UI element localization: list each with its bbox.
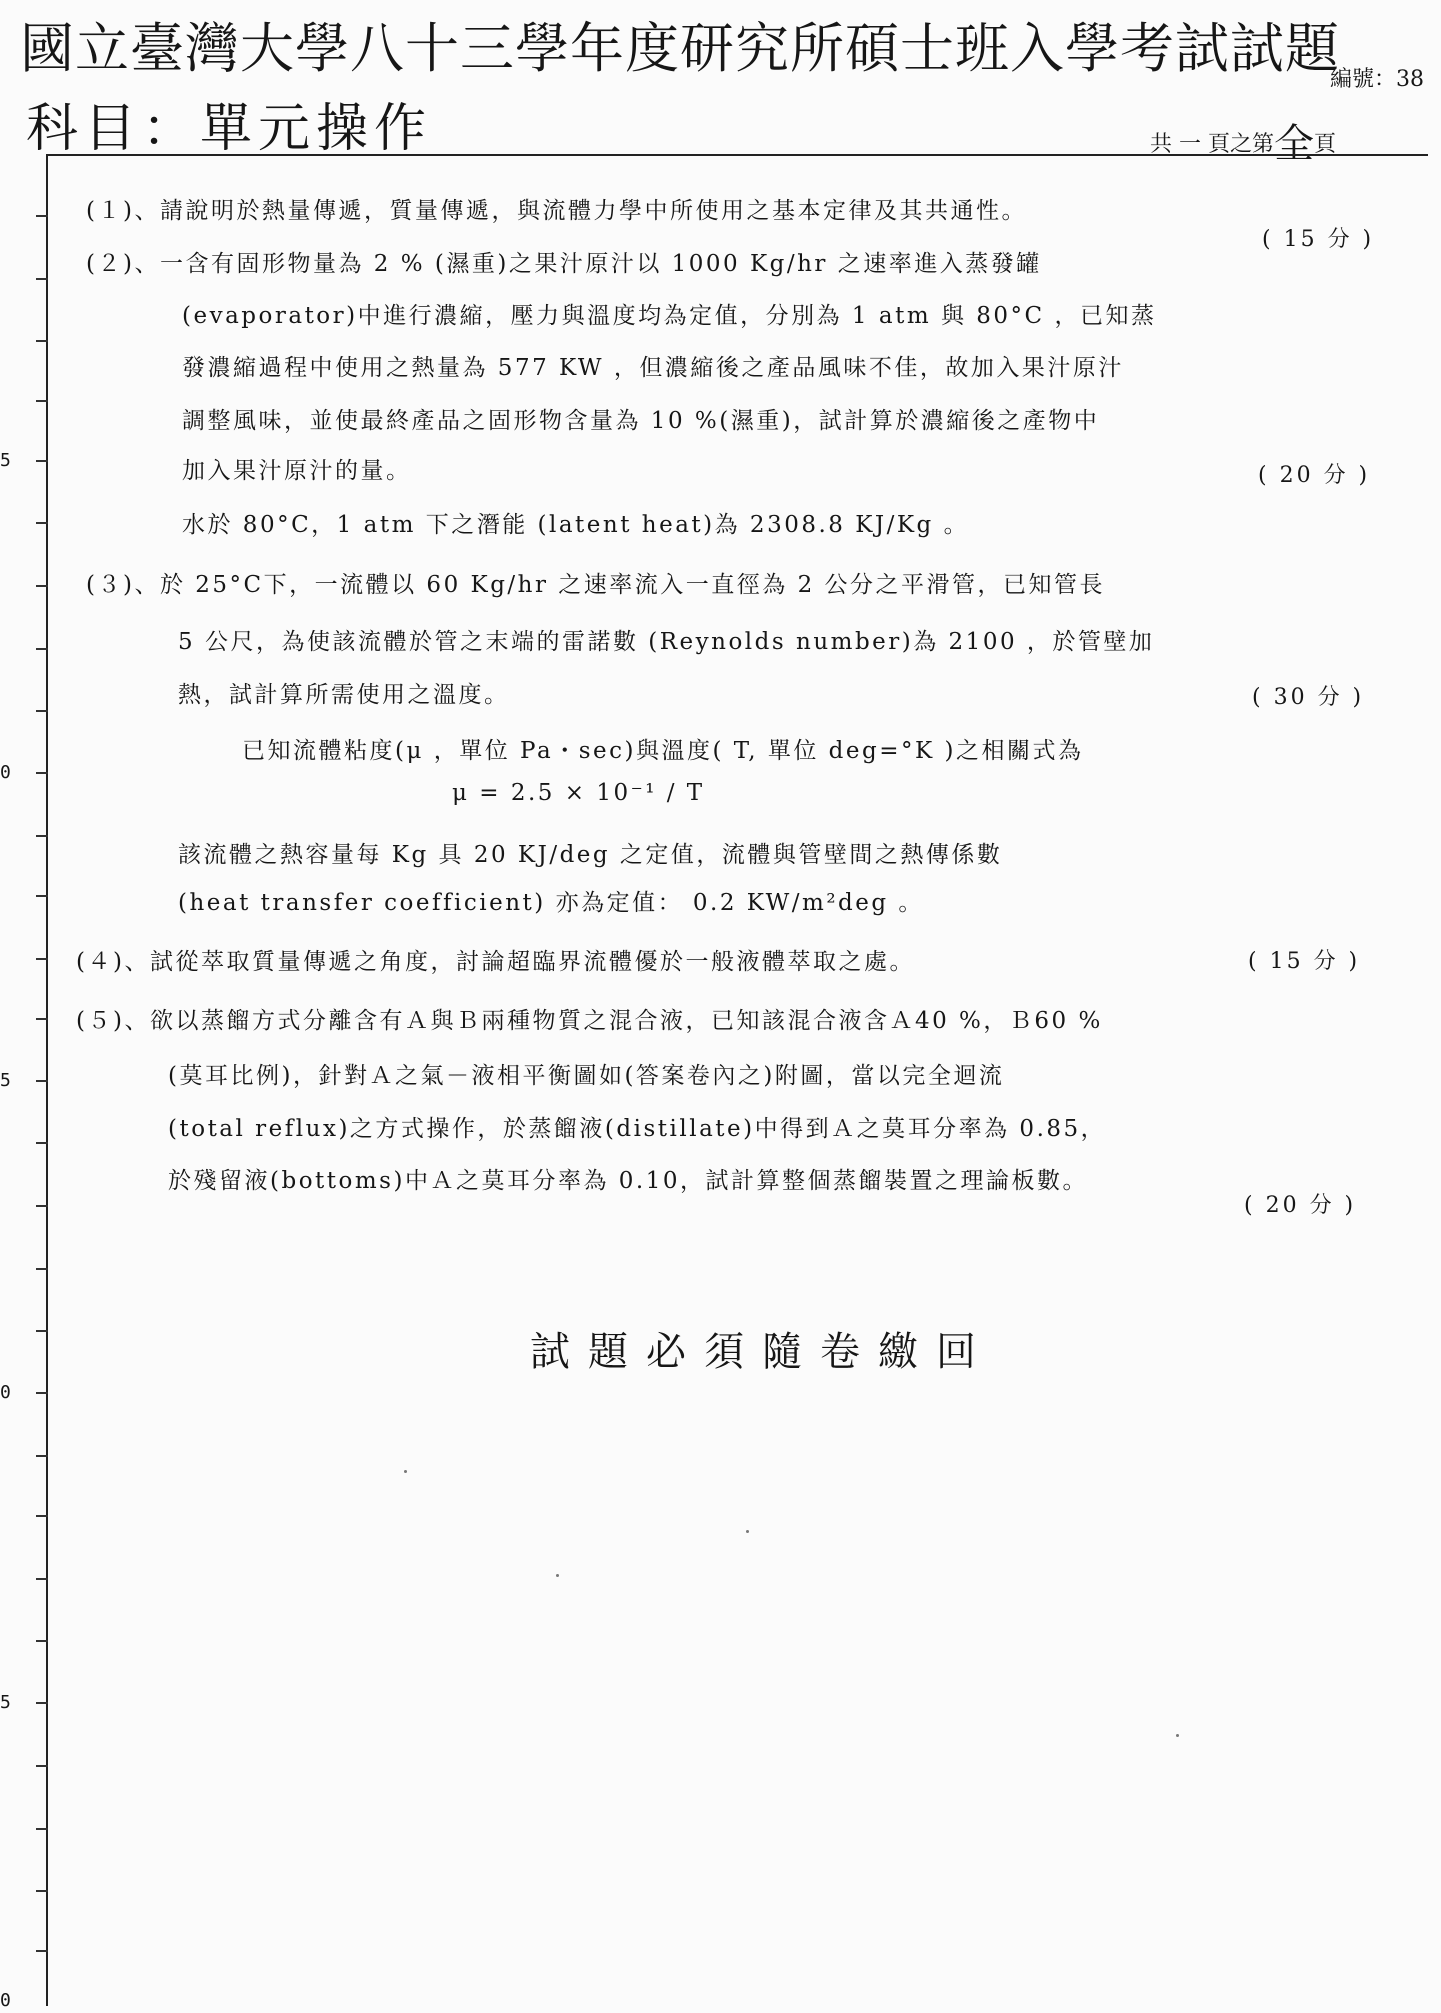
q4-text: (４)、試從萃取質量傳遞之角度，討論超臨界流體優於一般液體萃取之處。 — [76, 949, 915, 975]
q1-text: (１)、請說明於熱量傳遞，質量傳遞，與流體力學中所使用之基本定律及其共通性。 — [86, 198, 1027, 224]
q2-line4: 調整風味，並使最終產品之固形物含量為 10 %(濕重)，試計算於濃縮後之產物中 — [182, 408, 1100, 434]
q5-line3: (total reflux)之方式操作，於蒸餾液(distillate)中得到Ａ之莫耳分率為 0.85， — [168, 1116, 1107, 1142]
subject-title: 科目：單元操作 — [26, 99, 433, 159]
q3-line5: 該流體之熱容量每 Kg 具 20 KJ/deg 之定值，流體與管壁間之熱傳係數 — [178, 842, 1003, 868]
q1-score: ( 15 分 ) — [1262, 227, 1375, 252]
q3-score: ( 30 分 ) — [1252, 685, 1365, 710]
q2-score: ( 20 分 ) — [1258, 463, 1371, 488]
margin-number: 0 — [0, 1990, 11, 2011]
q2-line5: 加入果汁原汁的量。 — [182, 458, 412, 484]
page-suffix: 頁 — [1314, 132, 1337, 157]
q4-score: ( 15 分 ) — [1248, 949, 1361, 974]
q2-latent-heat: 水於 80°C，1 atm 下之潛能 (latent heat)為 2308.8 KJ/Kg 。 — [182, 512, 970, 538]
q2-line1: (２)、一含有固形物量為 2 % (濕重)之果汁原汁以 1000 Kg/hr 之速率進入蒸發罐 — [86, 251, 1042, 277]
exam-title: 國立臺灣大學八十三學年度研究所碩士班入學考試試題 — [20, 17, 1340, 80]
q2-line3: 發濃縮過程中使用之熱量為 577 KW ，但濃縮後之產品風味不佳，故加入果汁原汁 — [182, 355, 1124, 381]
q5-line4: 於殘留液(bottoms)中Ａ之莫耳分率為 0.10，試計算整個蒸餾裝置之理論板數。 — [168, 1168, 1088, 1194]
q2-line2: (evaporator)中進行濃縮，壓力與溫度均為定值，分別為 1 atm 與 80°C ，已知蒸 — [182, 303, 1157, 329]
q3-line3: 熱，試計算所需使用之溫度。 — [178, 682, 510, 708]
q3-line2: 5 公尺，為使該流體於管之末端的雷諾數 (Reynolds number)為 2100 ，於管壁加 — [178, 629, 1155, 655]
q3-viscosity-formula: μ = 2.5 × 10⁻¹ / T — [452, 780, 705, 806]
margin-number: 5 — [0, 1070, 11, 1091]
margin-number: 5 — [0, 450, 11, 471]
serial-number: 編號：38 — [1330, 67, 1424, 92]
margin-number: 0 — [0, 1382, 11, 1403]
q3-line1: (３)、於 25°C下，一流體以 60 Kg/hr 之速率流入一直徑為 2 公分之平滑管，已知管長 — [86, 572, 1106, 598]
q3-line6: (heat transfer coefficient) 亦為定值： 0.2 KW/m²deg 。 — [178, 890, 924, 916]
margin-ruler — [0, 0, 60, 2013]
page-all: 全 — [1274, 121, 1314, 167]
margin-number: 5 — [0, 1692, 11, 1713]
q5-score: ( 20 分 ) — [1244, 1193, 1357, 1218]
q3-viscosity-intro: 已知流體粘度(μ ，單位 Pa・sec)與溫度( T, 單位 deg=°K )之相關式為 — [242, 738, 1084, 764]
q5-line2: (莫耳比例)，針對Ａ之氣－液相平衡圖如(答案卷內之)附圖，當以完全迴流 — [168, 1063, 1005, 1089]
page-prefix: 共 一 頁之第 — [1150, 132, 1274, 157]
q5-line1: (５)、欲以蒸餾方式分離含有Ａ與Ｂ兩種物質之混合液，已知該混合液含Ａ40 %，Ｂ60 % — [76, 1008, 1103, 1034]
margin-number: 0 — [0, 762, 11, 783]
return-notice: 試題必須隨卷繳回 — [530, 1329, 994, 1375]
